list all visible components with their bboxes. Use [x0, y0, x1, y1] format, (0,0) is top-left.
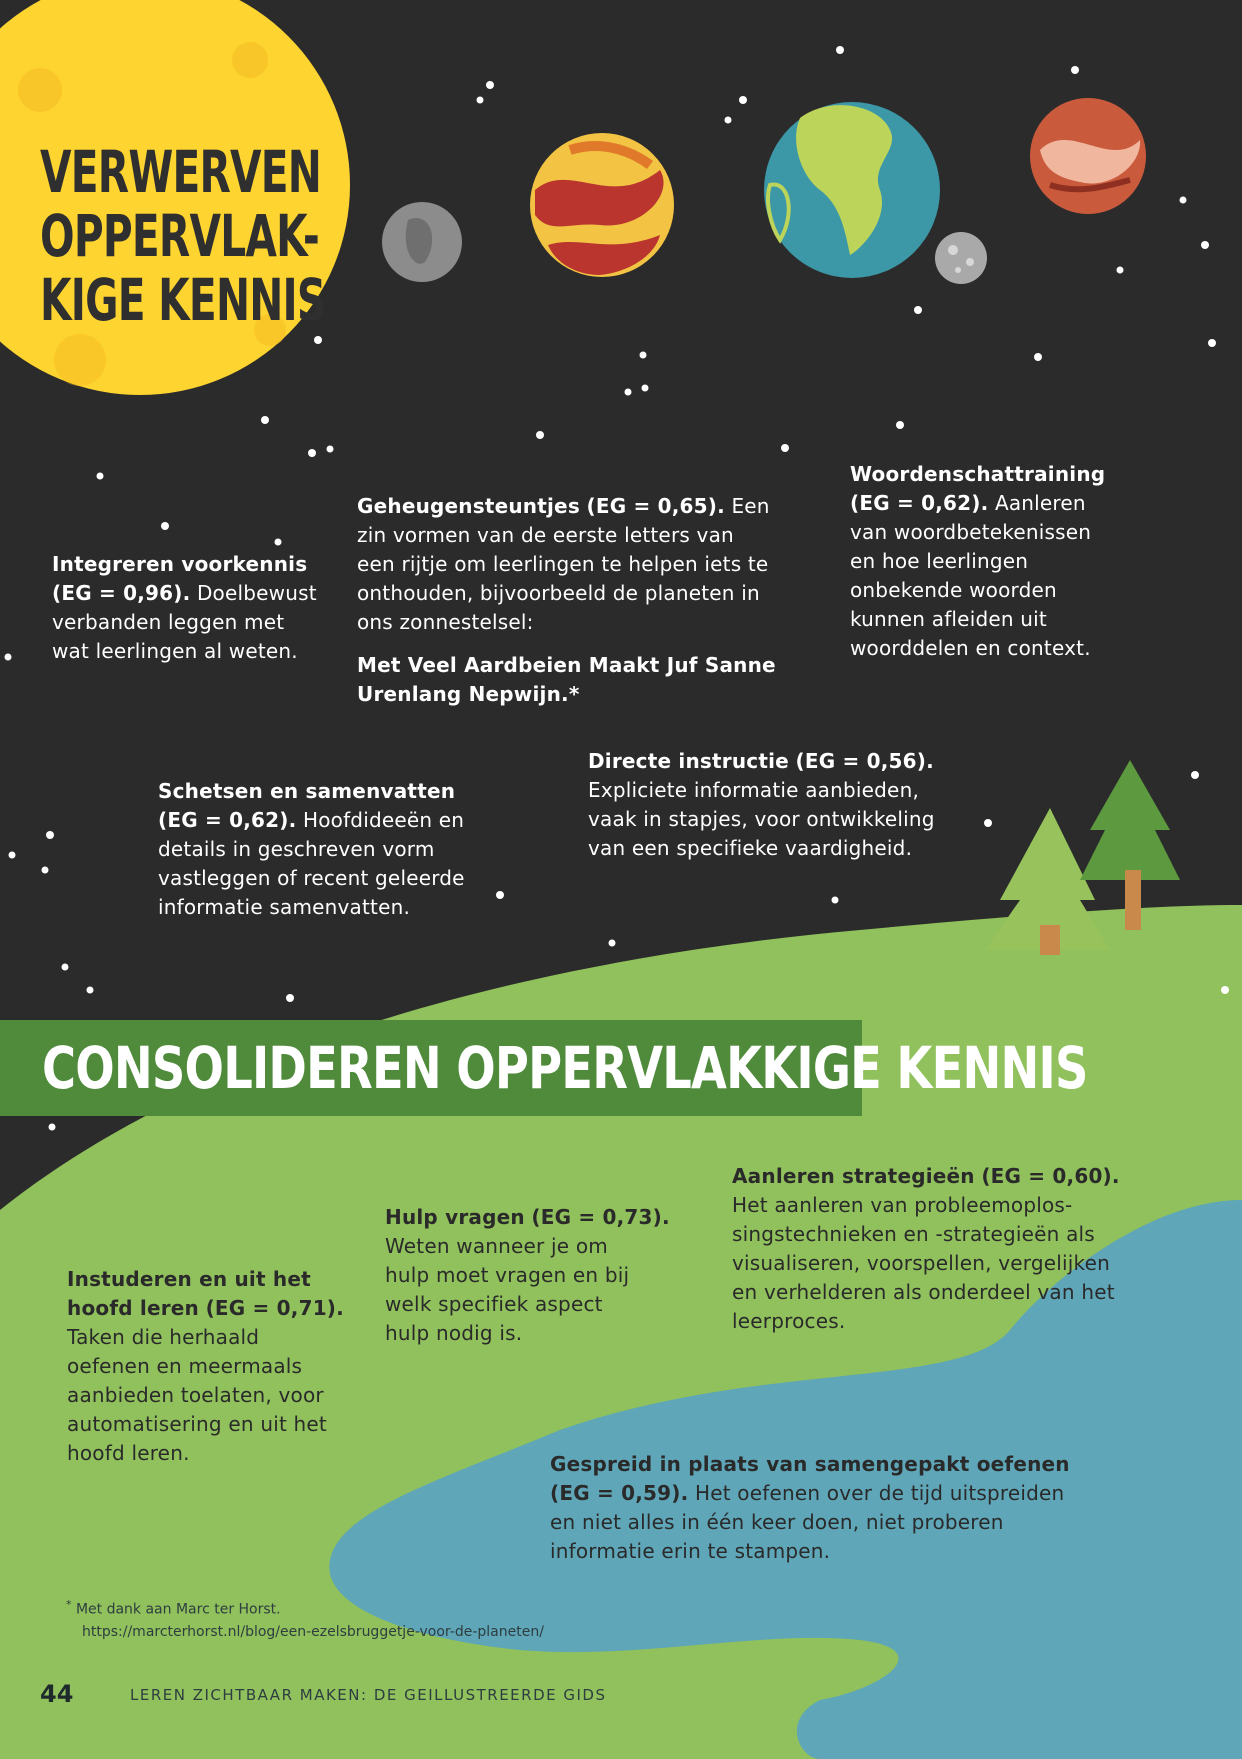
strategy-desc: visualiseren, voorspellen, vergelijken	[732, 1251, 1110, 1275]
strategy-desc: zin vormen van de eerste letters van	[357, 523, 734, 547]
strategy-desc: verbanden leggen met	[52, 610, 285, 634]
strategy-desc: informatie erin te stampen.	[550, 1539, 831, 1563]
effect-size: (EG = 0,60).	[981, 1164, 1120, 1188]
section-title-verwerven	[40, 140, 325, 332]
strategy-desc: onthouden, bijvoorbeeld de planeten in	[357, 581, 760, 605]
strategy-desc: en hoe leerlingen	[850, 549, 1029, 573]
strategy-name: Geheugensteuntjes	[357, 494, 580, 518]
effect-size: (EG = 0,56).	[795, 749, 934, 773]
strategy-gespreid-oefenen	[550, 1450, 1070, 1566]
strategy-integreren-voorkennis	[52, 550, 317, 666]
strategy-name: Directe instructie	[588, 749, 789, 773]
strategy-desc: aanbieden toelaten, voor	[67, 1383, 324, 1407]
effect-size: (EG = 0,65).	[586, 494, 725, 518]
section-title-consolideren: CONSOLIDEREN OPPERVLAKKIGE KENNIS	[42, 1034, 1088, 1102]
strategy-desc: Een	[731, 494, 770, 518]
strategy-name: Woordenschattraining	[850, 462, 1106, 486]
strategy-desc: Doelbewust	[196, 581, 317, 605]
strategy-name: Instuderen en uit het	[67, 1267, 311, 1291]
strategy-name: Integreren voorkennis	[52, 552, 308, 576]
strategy-name: Gespreid in plaats van samengepakt oefenen	[550, 1452, 1070, 1476]
effect-size: (EG = 0,73).	[531, 1205, 670, 1229]
running-head: LEREN ZICHTBAAR MAKEN: DE GEILLUSTREERDE GIDS	[130, 1686, 607, 1704]
moon	[935, 232, 987, 284]
strategy-desc: details in geschreven vorm	[158, 837, 435, 861]
strategy-desc: oefenen en meermaals	[67, 1354, 303, 1378]
strategy-desc: hoofd leren.	[67, 1441, 190, 1465]
strategy-desc: kunnen afleiden uit	[850, 607, 1047, 631]
strategy-geheugensteuntjes	[357, 492, 776, 709]
strategy-desc: vastleggen of recent geleerde	[158, 866, 465, 890]
strategy-desc: van woordbetekenissen	[850, 520, 1092, 544]
effect-size: (EG = 0,96).	[52, 581, 191, 605]
strategy-desc: Het oefenen over de tijd uitspreiden	[694, 1481, 1065, 1505]
strategy-desc: ons zonnestelsel:	[357, 610, 534, 634]
title-line-3: KIGE KENNIS	[40, 266, 326, 334]
strategy-desc: welk specifiek aspect	[385, 1292, 603, 1316]
mnemonic-example: Met Veel Aardbeien Maakt Juf Sanne	[357, 653, 776, 677]
strategy-name: Hulp vragen	[385, 1205, 525, 1229]
strategy-desc: Aanleren	[994, 491, 1086, 515]
strategy-desc: hulp moet vragen en bij	[385, 1263, 630, 1287]
effect-size: (EG = 0,59).	[550, 1481, 689, 1505]
strategy-desc: hulp nodig is.	[385, 1321, 523, 1345]
strategy-desc: en verhelderen als onderdeel van het	[732, 1280, 1115, 1304]
strategy-desc: en niet alles in één keer doen, niet proberen	[550, 1510, 1004, 1534]
strategy-desc: woorddelen en context.	[850, 636, 1091, 660]
title-line-2: OPPERVLAK-	[40, 202, 320, 270]
mnemonic-example: Urenlang Nepwijn.*	[357, 682, 580, 706]
strategy-hulp-vragen	[385, 1203, 670, 1348]
strategy-desc: Hoofdideeën en	[302, 808, 465, 832]
strategy-desc: Weten wanneer je om	[385, 1234, 608, 1258]
strategy-desc: Expliciete informatie aanbieden,	[588, 778, 919, 802]
strategy-schetsen-samenvatten	[158, 777, 465, 922]
strategy-desc: informatie samenvatten.	[158, 895, 411, 919]
title-line-1: VERWERVEN	[40, 138, 322, 206]
strategy-desc: Het aanleren van probleemoplos-	[732, 1193, 1073, 1217]
strategy-directe-instructie	[588, 747, 935, 863]
effect-size: (EG = 0,62).	[158, 808, 297, 832]
footnote	[66, 1594, 544, 1643]
strategy-desc: Taken die herhaald	[67, 1325, 260, 1349]
strategy-name: hoofd leren	[67, 1296, 199, 1320]
strategy-desc: onbekende woorden	[850, 578, 1057, 602]
strategy-desc: leerproces.	[732, 1309, 846, 1333]
footnote-url: https://marcterhorst.nl/blog/een-ezelsbruggetje-voor-de-planeten/	[82, 1623, 544, 1640]
effect-size: (EG = 0,71).	[205, 1296, 344, 1320]
page-number: 44	[40, 1680, 74, 1708]
strategy-name: Aanleren strategieën	[732, 1164, 975, 1188]
effect-size: (EG = 0,62).	[850, 491, 989, 515]
strategy-desc: wat leerlingen al weten.	[52, 639, 298, 663]
footnote-mark: *	[66, 1598, 72, 1611]
strategy-desc: van een specifieke vaardigheid.	[588, 836, 913, 860]
strategy-desc: een rijtje om leerlingen te helpen iets te	[357, 552, 769, 576]
strategy-aanleren-strategieen	[732, 1162, 1120, 1336]
strategy-instuderen	[67, 1265, 344, 1468]
strategy-desc: vaak in stapjes, voor ontwikkeling	[588, 807, 935, 831]
strategy-desc: singstechnieken en -strategieën als	[732, 1222, 1095, 1246]
strategy-desc: automatisering en uit het	[67, 1412, 327, 1436]
footnote-credit: Met dank aan Marc ter Horst.	[75, 1601, 281, 1618]
strategy-woordenschattraining	[850, 460, 1105, 663]
strategy-name: Schetsen en samenvatten	[158, 779, 456, 803]
